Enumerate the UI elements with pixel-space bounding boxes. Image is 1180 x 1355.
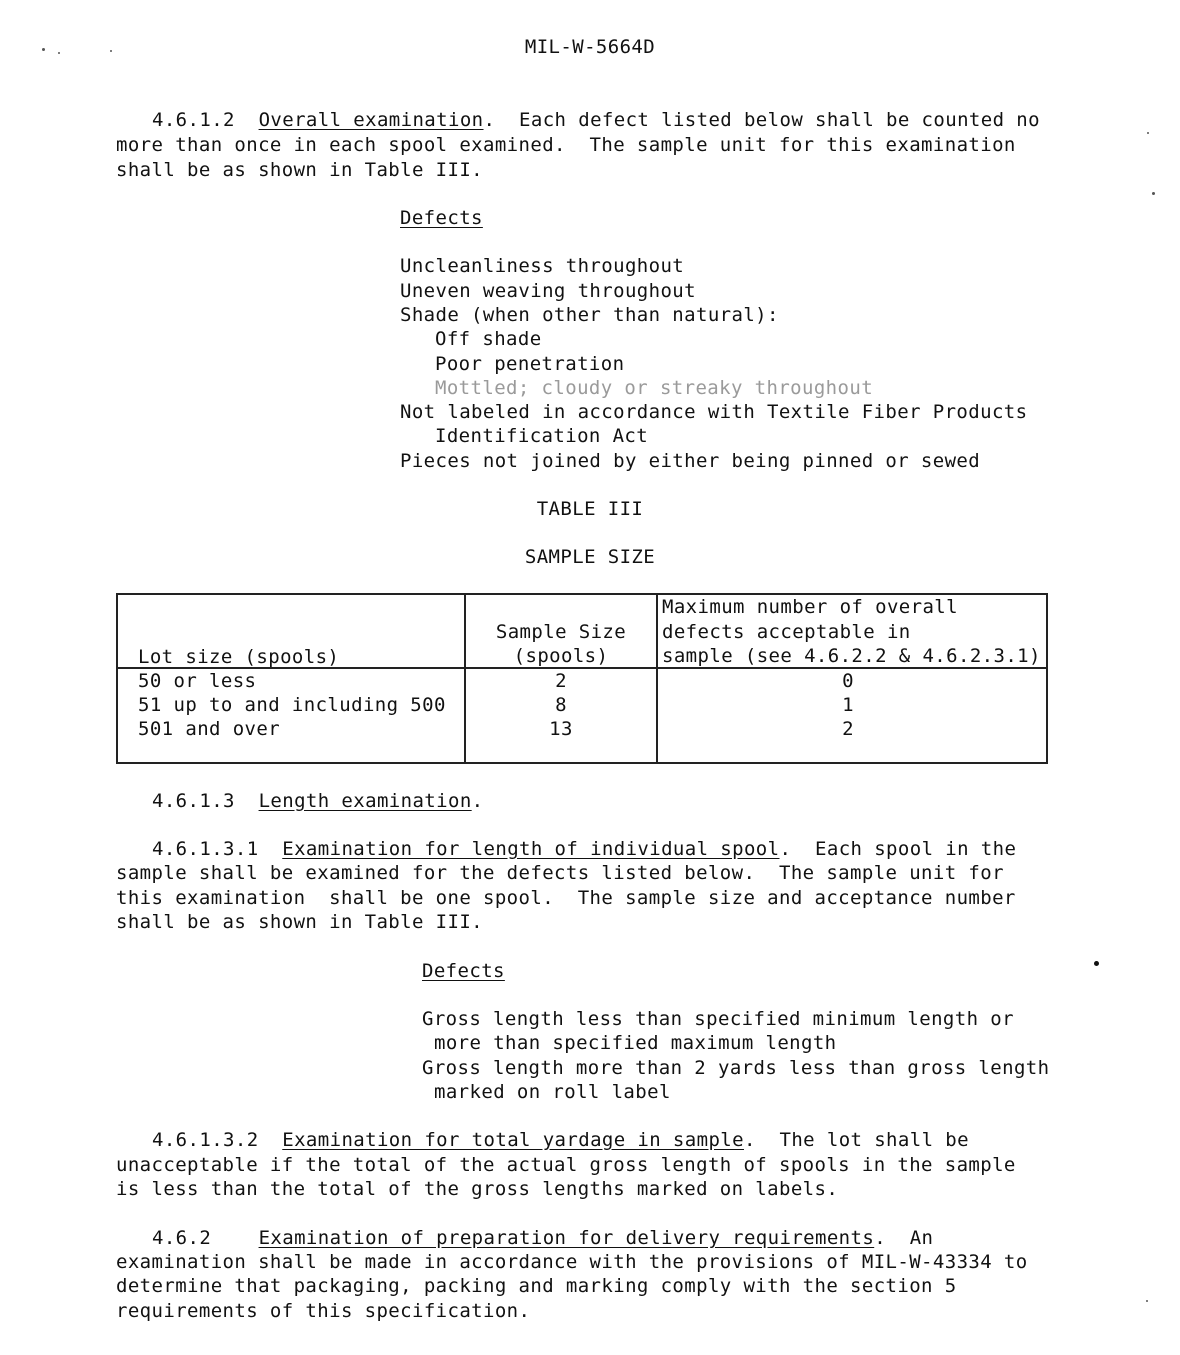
section-4-6-1-2-line1 <box>152 108 1040 133</box>
scan-speck <box>58 52 60 54</box>
defects-heading: Defects <box>400 207 483 229</box>
scan-speck <box>1152 192 1155 195</box>
section-4-6-2-line4: requirements of this specification. <box>116 1300 531 1322</box>
section-title: Examination for length of individual spool <box>282 838 780 860</box>
section-text: . The lot shall be <box>743 1129 969 1151</box>
table-cell-lot: 50 or less <box>138 670 257 692</box>
scan-speck <box>1146 1300 1148 1302</box>
scan-speck <box>1147 132 1149 134</box>
section-4-6-1-3-2-line1 <box>152 1128 969 1153</box>
table-subcaption: SAMPLE SIZE <box>524 546 656 568</box>
scan-speck <box>42 48 45 51</box>
section-text: . An <box>874 1227 934 1249</box>
section-text: . Each defect listed below shall be counted no <box>483 109 1040 131</box>
defect-item: Uneven weaving throughout <box>400 280 696 302</box>
scan-speck <box>1094 961 1099 966</box>
defect-subitem: Poor penetration <box>435 353 625 375</box>
defect-item: Gross length less than specified minimum length or <box>422 1008 1014 1030</box>
section-title: Overall examination <box>258 109 484 131</box>
table-cell-sample: 8 <box>555 694 567 716</box>
section-number: 4.6.1.3.2 <box>152 1129 259 1151</box>
section-number: 4.6.2 <box>152 1227 212 1249</box>
section-title: Examination for total yardage in sample <box>282 1129 744 1151</box>
section-title: Length examination <box>258 790 472 812</box>
table-cell-sample: 2 <box>555 670 567 692</box>
document-id: MIL-W-5664D <box>524 36 656 58</box>
column-header-max-defects: Maximum number of overall <box>662 596 958 618</box>
defect-item: Pieces not joined by either being pinned or sewed <box>400 450 981 472</box>
section-4-6-1-2-line3: shall be as shown in Table III. <box>116 159 484 181</box>
defect-item-continued: Identification Act <box>435 425 649 447</box>
defect-item-continued: marked on roll label <box>434 1081 671 1103</box>
table-cell-lot: 51 up to and including 500 <box>138 694 446 716</box>
table-cell-lot: 501 and over <box>138 718 281 740</box>
section-4-6-1-3-1-line4: shall be as shown in Table III. <box>116 911 484 933</box>
section-4-6-1-3-1-line1 <box>152 837 1016 862</box>
section-4-6-1-3-1-line3: this examination shall be one spool. The sample size and acceptance number <box>116 887 1016 909</box>
table-cell-max: 1 <box>842 694 854 716</box>
sample-size-table <box>116 593 1048 764</box>
defect-subitem: Off shade <box>435 328 542 350</box>
section-4-6-2-line1 <box>152 1226 933 1251</box>
defect-item: Uncleanliness throughout <box>400 255 685 277</box>
section-text: . Each spool in the <box>779 838 1017 860</box>
column-header-sample-size: Sample Size <box>495 621 627 643</box>
defect-subitem: Mottled; cloudy or streaky throughout <box>435 377 874 399</box>
section-4-6-1-3-1-line2: sample shall be examined for the defects listed below. The sample unit for <box>116 862 1004 884</box>
defect-item: Gross length more than 2 yards less than gross length <box>422 1057 1050 1079</box>
column-header-lot-size: Lot size (spools) <box>138 646 340 668</box>
section-number: 4.6.1.3.1 <box>152 838 259 860</box>
section-4-6-2-line3: determine that packaging, packing and marking comply with the section 5 <box>116 1275 957 1297</box>
table-cell-max: 0 <box>842 670 854 692</box>
column-header-max-defects: sample (see 4.6.2.2 & 4.6.2.3.1) <box>662 645 1041 667</box>
column-header-max-defects: defects acceptable in <box>662 621 911 643</box>
defect-item: Not labeled in accordance with Textile Fiber Products <box>400 401 1028 423</box>
scan-speck <box>110 50 112 52</box>
section-title: Examination of preparation for delivery requirements <box>258 1227 875 1249</box>
section-4-6-2-line2: examination shall be made in accordance with the provisions of MIL-W-43334 to <box>116 1251 1028 1273</box>
section-4-6-1-3 <box>152 789 484 814</box>
defect-item: Shade (when other than natural): <box>400 304 779 326</box>
section-number: 4.6.1.3 <box>152 790 235 812</box>
defects-heading: Defects <box>422 960 505 982</box>
table-cell-max: 2 <box>842 718 854 740</box>
column-header-sample-size-unit: (spools) <box>513 645 609 667</box>
section-4-6-1-2-line2: more than once in each spool examined. The sample unit for this examination <box>116 134 1016 156</box>
section-4-6-1-3-2-line3: is less than the total of the gross lengths marked on labels. <box>116 1178 839 1200</box>
defect-item-continued: more than specified maximum length <box>434 1032 837 1054</box>
section-4-6-1-3-2-line2: unacceptable if the total of the actual gross length of spools in the sample <box>116 1154 1016 1176</box>
table-cell-sample: 13 <box>549 718 573 740</box>
section-number: 4.6.1.2 <box>152 109 235 131</box>
table-caption: TABLE III <box>536 498 644 520</box>
section-text: . <box>471 790 484 812</box>
